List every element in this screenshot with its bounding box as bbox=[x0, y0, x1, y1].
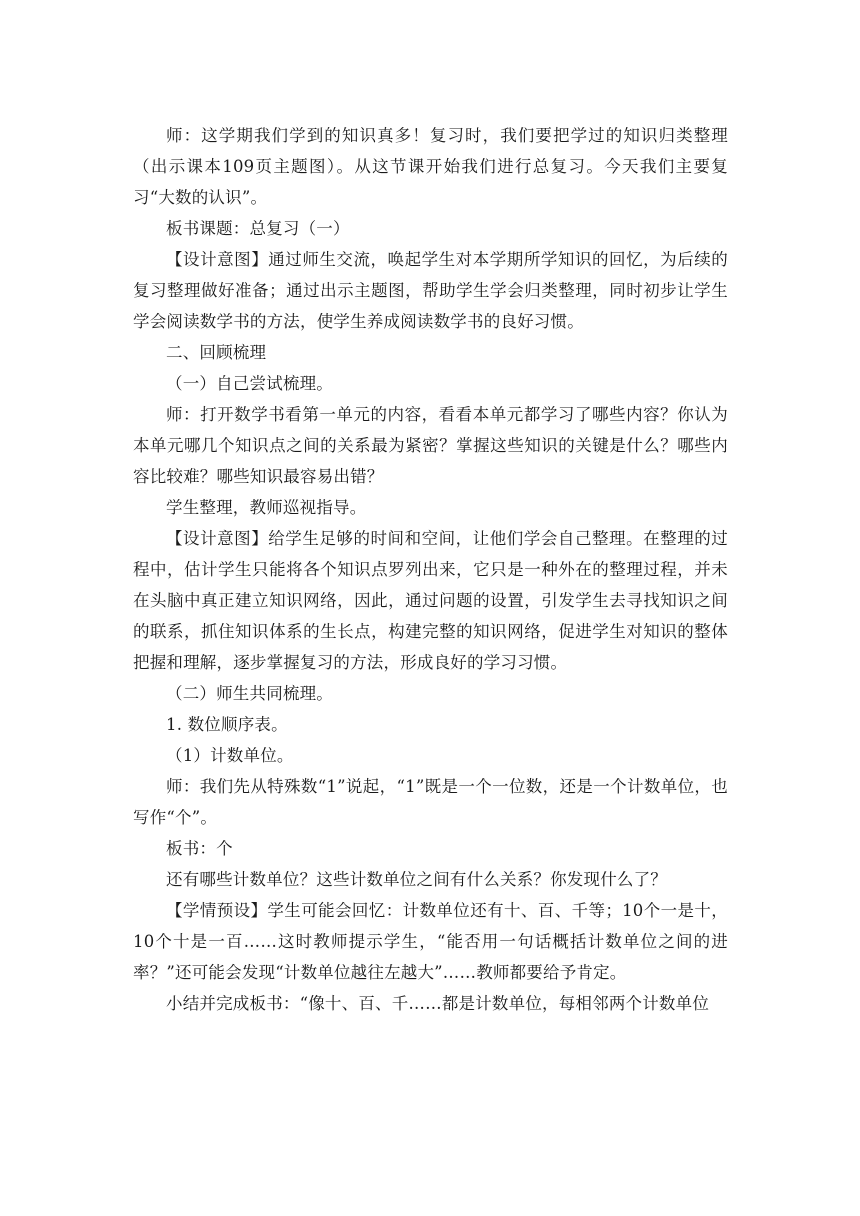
document-body bbox=[133, 120, 728, 1019]
paragraph-board-ge: 板书：个 bbox=[166, 839, 233, 858]
subsection-heading-together: （二）师生共同梳理。 bbox=[166, 684, 333, 703]
paragraph-summary-board: 小结并完成板书：“像十、百、千……都是计数单位，每相邻两个计数单位 bbox=[166, 994, 710, 1013]
subsection-heading-self: （一）自己尝试梳理。 bbox=[166, 374, 333, 393]
section-heading-review: 二、回顾梳理 bbox=[166, 343, 267, 362]
item-counting-units: （1）计数单位。 bbox=[166, 746, 294, 765]
item-place-value-table: 1. 数位顺序表。 bbox=[166, 715, 288, 734]
paragraph-teacher-number-one: 师：我们先从特殊数“1”说起，“1”既是一个一位数，还是一个计数单位，也写作“个”。 bbox=[133, 777, 728, 827]
paragraph-design-intent-1: 【设计意图】通过师生交流，唤起学生对本学期所学知识的回忆，为后续的复习整理做好准备；通过出示主题图，帮助学生学会归类整理，同时初步让学生学会阅读数学书的方法，使学生养成阅读数学书的良好习惯。 bbox=[133, 250, 728, 331]
paragraph-question-units: 还有哪些计数单位？这些计数单位之间有什么关系？你发现什么了？ bbox=[166, 870, 667, 889]
paragraph-teacher-unit-one: 师：打开数学书看第一单元的内容，看看本单元都学习了哪些内容？你认为本单元哪几个知识点之间的关系最为紧密？掌握这些知识的关键是什么？哪些内容比较难？哪些知识最容易出错？ bbox=[133, 405, 728, 486]
paragraph-teacher-intro: 师：这学期我们学到的知识真多！复习时，我们要把学过的知识归类整理（出示课本109页主题图）。从这节课开始我们进行总复习。今天我们主要复习“大数的认识”。 bbox=[133, 126, 728, 207]
paragraph-design-intent-2: 【设计意图】给学生足够的时间和空间，让他们学会自己整理。在整理的过程中，估计学生只能将各个知识点罗列出来，它只是一种外在的整理过程，并未在头脑中真正建立知识网络，因此，通过问题的设置，引发学生去寻找知识之间的联系，抓住知识体系的生长点，构建完整的知识网络，促进学生对知识的整体把握和理解，逐步掌握复习的方法，形成良好的学习习惯。 bbox=[133, 529, 728, 672]
paragraph-learning-preview: 【学情预设】学生可能会回忆：计数单位还有十、百、千等；10个一是十，10个十是一百……这时教师提示学生，“能否用一句话概括计数单位之间的进率？”还可能会发现“计数单位越往左越大”……教师都要给予肯定。 bbox=[133, 901, 728, 982]
paragraph-student-organize: 学生整理，教师巡视指导。 bbox=[166, 498, 367, 517]
paragraph-board-title: 板书课题：总复习（一） bbox=[166, 219, 350, 238]
